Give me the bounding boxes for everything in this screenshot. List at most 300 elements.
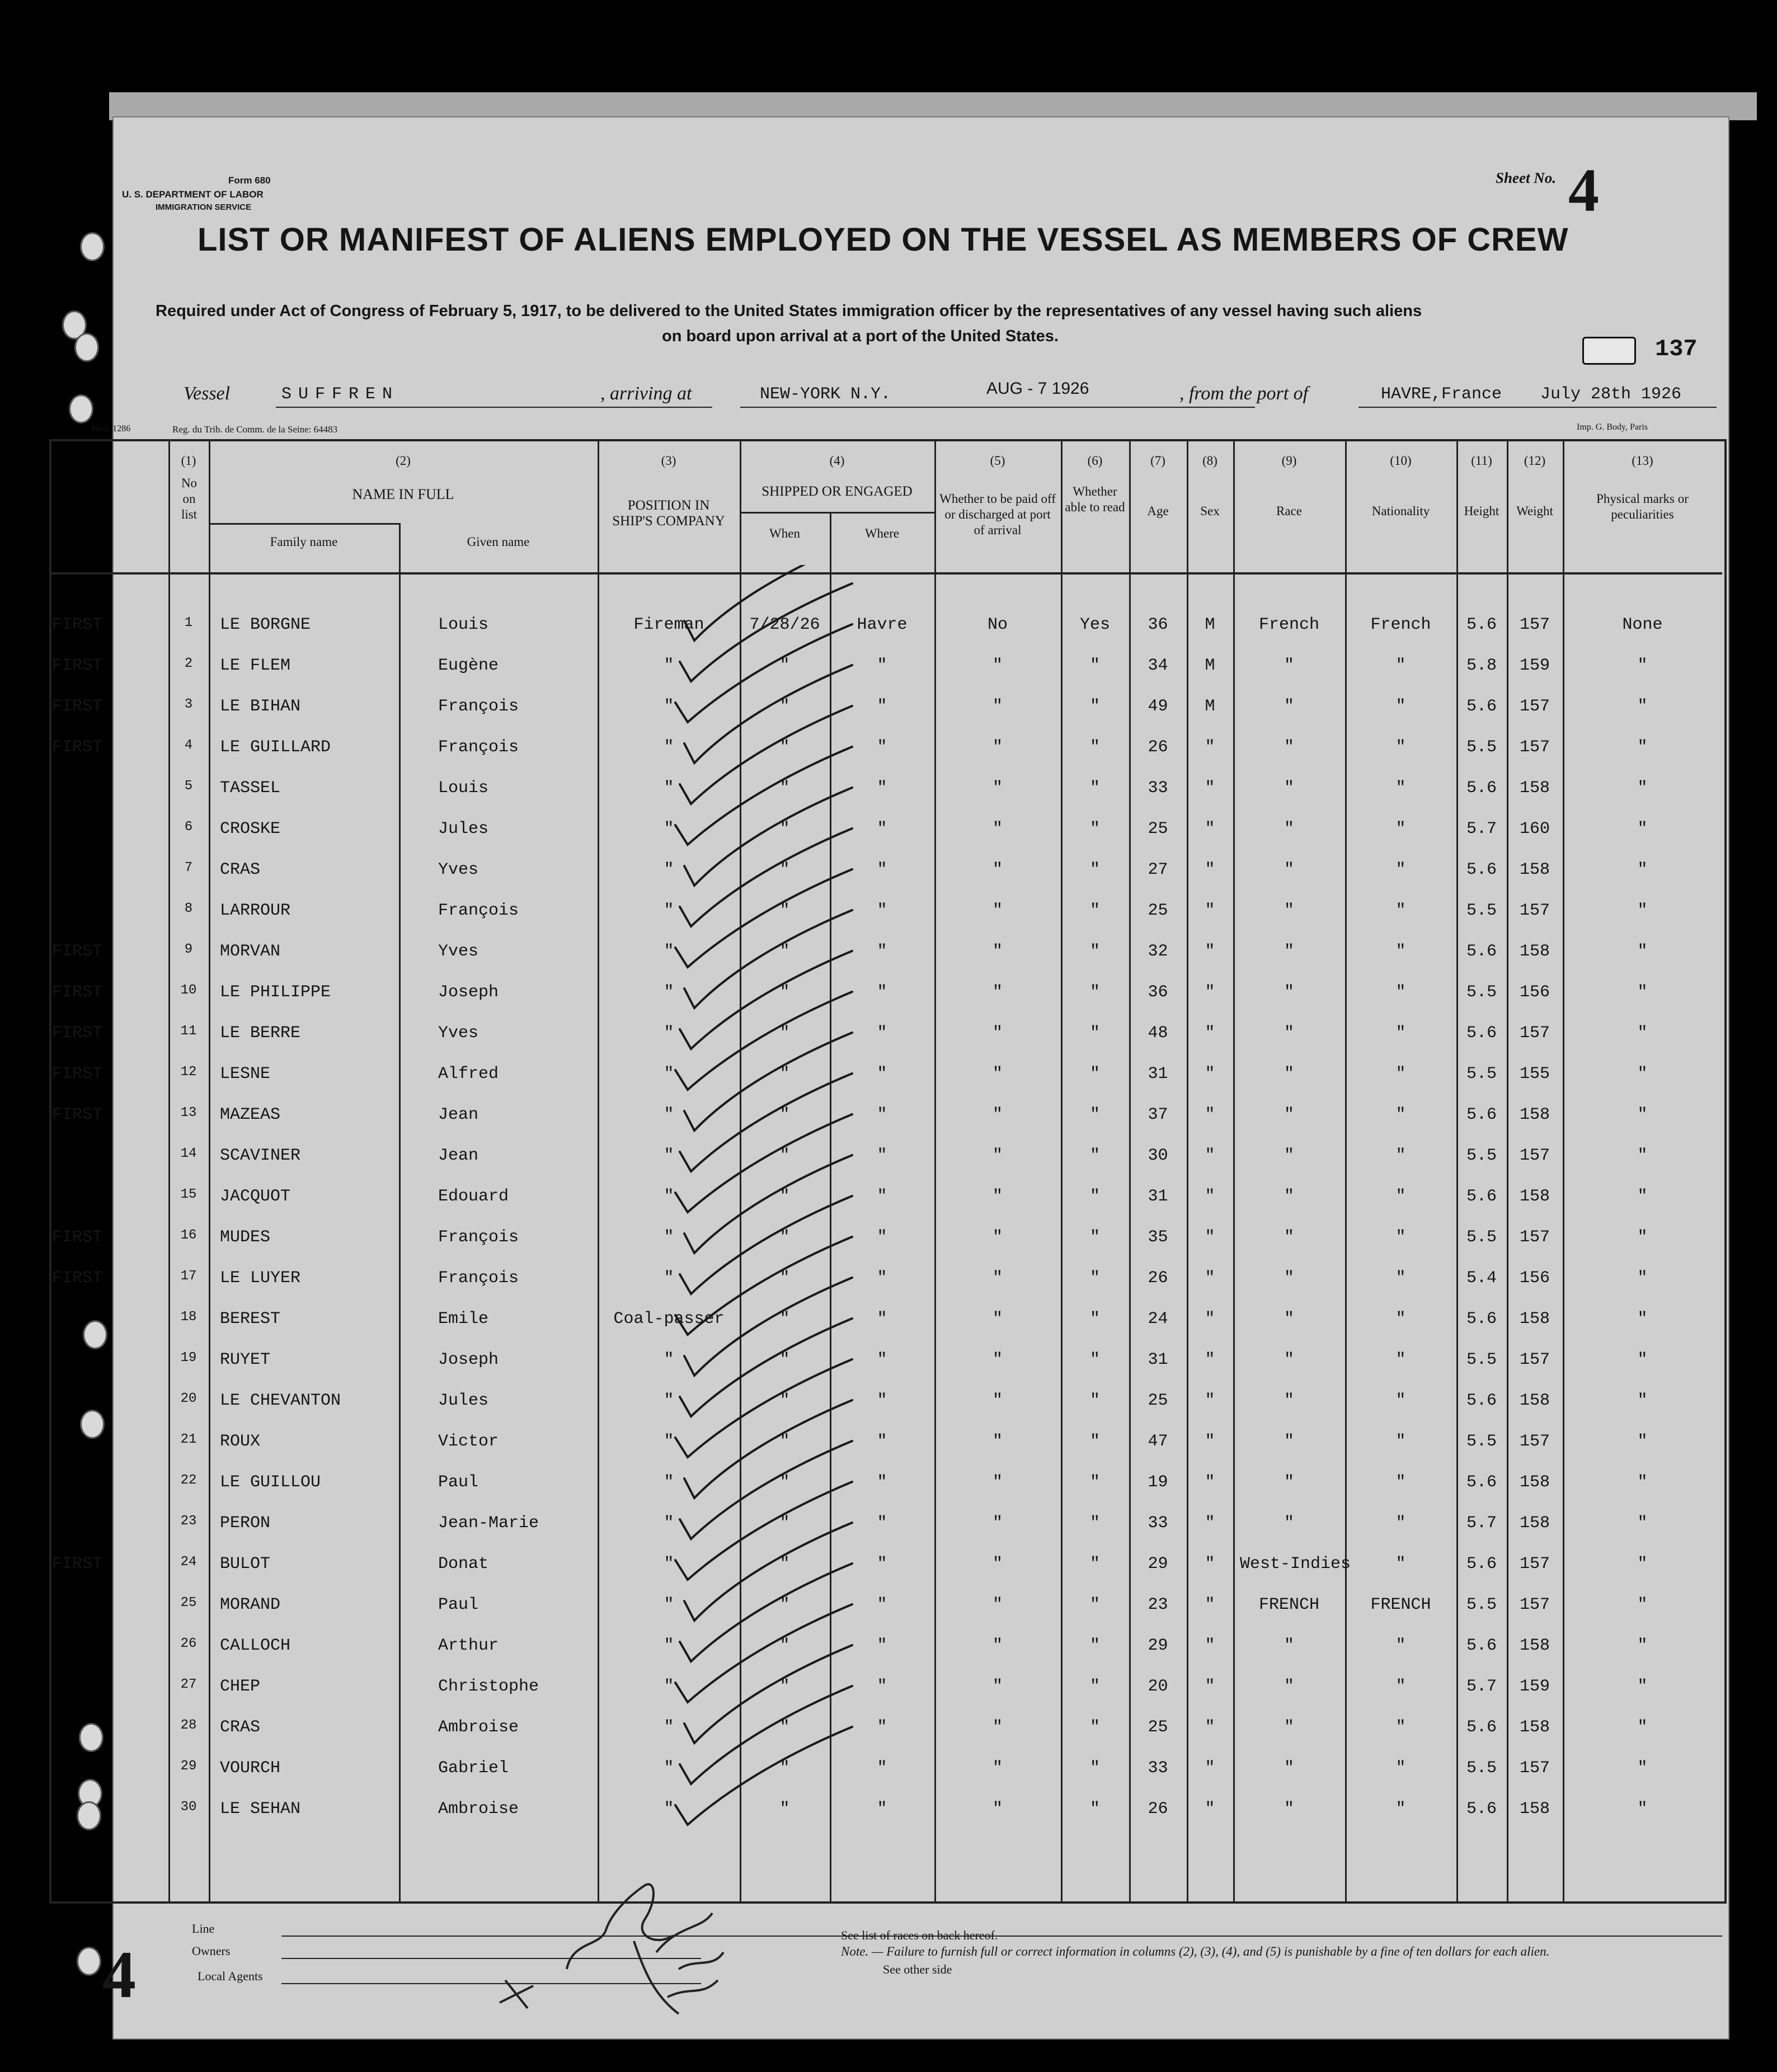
sex: " xyxy=(1205,1636,1215,1655)
age: 33 xyxy=(1148,779,1168,798)
paid-off: " xyxy=(992,1555,1003,1574)
row-number: 18 xyxy=(180,1310,197,1325)
family-name: BULOT xyxy=(220,1555,271,1574)
nationality: " xyxy=(1395,779,1406,798)
nationality: " xyxy=(1395,860,1406,879)
footer-sheet-number: 4 xyxy=(102,1937,136,2012)
position: " xyxy=(664,1636,674,1655)
race: French xyxy=(1258,615,1320,634)
nationality: " xyxy=(1395,1146,1406,1165)
sex: " xyxy=(1205,738,1215,757)
pen-check-marks xyxy=(561,565,908,1936)
able-to-read: " xyxy=(1089,1228,1100,1247)
paid-off: " xyxy=(992,1432,1003,1451)
sex: " xyxy=(1205,1024,1215,1043)
race: " xyxy=(1284,779,1294,798)
shipped-when: 7/28/26 xyxy=(749,615,820,634)
sex: M xyxy=(1205,615,1215,634)
row-number: 17 xyxy=(180,1269,197,1284)
physical-marks: " xyxy=(1637,1514,1648,1533)
age: 31 xyxy=(1148,1350,1168,1369)
age: 37 xyxy=(1148,1105,1168,1124)
nationality: " xyxy=(1395,1024,1406,1043)
height: 5.6 xyxy=(1466,1718,1497,1737)
sex: M xyxy=(1205,656,1215,675)
paid-off: " xyxy=(992,1310,1003,1329)
shipped-where: " xyxy=(877,1228,887,1247)
shipped-where: " xyxy=(877,942,887,961)
paid-off: " xyxy=(992,860,1003,879)
shipped-where: " xyxy=(877,820,887,839)
family-name: LE BIHAN xyxy=(220,697,301,716)
paid-off: " xyxy=(992,1105,1003,1124)
height: 5.7 xyxy=(1466,820,1497,839)
age: 32 xyxy=(1148,942,1168,961)
able-to-read: " xyxy=(1089,1800,1100,1819)
height: 5.5 xyxy=(1466,1065,1497,1084)
weight: 158 xyxy=(1519,1391,1550,1410)
given-name: Jean xyxy=(438,1105,479,1124)
position: " xyxy=(664,738,674,757)
physical-marks: " xyxy=(1637,1105,1648,1124)
form-subtitle-1: Required under Act of Congress of February 5, 1917, to be delivered to the United States immigration officer by the representatives of any vessel having such aliens xyxy=(156,302,1422,320)
penalty-note: Note. — Failure to furnish full or correct information in columns (2), (3), (4), and (5) is punishable by a fine of ten dollars for each alien. xyxy=(841,1944,1550,1958)
handwritten-signature xyxy=(365,1829,757,2031)
physical-marks: " xyxy=(1637,697,1648,716)
arrival-date-stamp: AUG - 7 1926 xyxy=(986,379,1089,398)
shipped-where: " xyxy=(877,1514,887,1533)
check-mark xyxy=(675,1114,852,1212)
position: " xyxy=(664,901,674,920)
departure-date: July 28th 1926 xyxy=(1540,385,1682,404)
row-number: 27 xyxy=(180,1677,197,1692)
height: 5.5 xyxy=(1466,1350,1497,1369)
height: 5.6 xyxy=(1466,1105,1497,1124)
weight: 158 xyxy=(1519,1310,1550,1329)
nationality: " xyxy=(1395,738,1406,757)
position: " xyxy=(664,820,674,839)
weight: 158 xyxy=(1519,779,1550,798)
shipped-when: " xyxy=(779,1718,790,1737)
race: " xyxy=(1284,1228,1294,1247)
first-mark: FIRST xyxy=(52,1269,103,1288)
able-to-read: " xyxy=(1089,1636,1100,1655)
arriving-label: , arriving at xyxy=(600,383,692,404)
race: " xyxy=(1284,1065,1294,1084)
age: 25 xyxy=(1148,1391,1168,1410)
race: " xyxy=(1284,1718,1294,1737)
race: " xyxy=(1284,1800,1294,1819)
paid-off: " xyxy=(992,1473,1003,1492)
shipped-when: " xyxy=(779,1024,790,1043)
race: " xyxy=(1284,1024,1294,1043)
col3-header: POSITION IN SHIP'S COMPANY xyxy=(612,498,725,529)
race: " xyxy=(1284,1432,1294,1451)
nationality: " xyxy=(1395,1432,1406,1451)
paid-off: " xyxy=(992,1677,1003,1696)
family-name: MUDES xyxy=(220,1228,271,1247)
family-name: LE BERRE xyxy=(220,1024,301,1043)
col2-header: NAME IN FULL xyxy=(352,486,454,502)
race: " xyxy=(1284,1146,1294,1165)
family-name: LE GUILLARD xyxy=(220,738,331,757)
nationality: " xyxy=(1395,1310,1406,1329)
given-name: Ambroise xyxy=(438,1718,519,1737)
form-title: LIST OR MANIFEST OF ALIENS EMPLOYED ON THE VESSEL AS MEMBERS OF CREW xyxy=(198,222,1569,258)
nationality: " xyxy=(1395,656,1406,675)
first-mark: FIRST xyxy=(52,615,103,634)
given-name: Paul xyxy=(438,1473,479,1492)
service-name: IMMIGRATION SERVICE xyxy=(156,203,252,212)
given-name: Yves xyxy=(438,860,479,879)
row-number: 28 xyxy=(180,1718,197,1733)
col2-number: (2) xyxy=(396,454,411,468)
physical-marks: None xyxy=(1622,615,1663,634)
family-name: JACQUOT xyxy=(220,1187,291,1206)
shipped-where: " xyxy=(877,860,887,879)
shipped-when: " xyxy=(779,942,790,961)
position: " xyxy=(664,1228,674,1247)
race: " xyxy=(1284,1350,1294,1369)
weight: 157 xyxy=(1519,1228,1550,1247)
sex: " xyxy=(1205,1759,1215,1778)
able-to-read: " xyxy=(1089,1432,1100,1451)
weight: 159 xyxy=(1519,656,1550,675)
row-number: 5 xyxy=(184,779,193,794)
position: " xyxy=(664,1146,674,1165)
form-number: Form 680 xyxy=(228,175,271,186)
check-mark xyxy=(675,1359,852,1457)
race: " xyxy=(1284,983,1294,1002)
able-to-read: " xyxy=(1089,1514,1100,1533)
given-name: Christophe xyxy=(438,1677,539,1696)
age: 47 xyxy=(1148,1432,1168,1451)
given-name: Yves xyxy=(438,1024,479,1043)
position: " xyxy=(664,1065,674,1084)
col6-number: (6) xyxy=(1087,454,1103,468)
sex: " xyxy=(1205,1269,1215,1288)
height: 5.8 xyxy=(1466,656,1497,675)
sex: " xyxy=(1205,1595,1215,1614)
printer-imprint: Imp. G. Body, Paris xyxy=(1577,422,1648,432)
stamp-number: 137 xyxy=(1655,336,1698,362)
family-name: LESNE xyxy=(220,1065,271,1084)
weight: 157 xyxy=(1519,1350,1550,1369)
row-number: 9 xyxy=(184,942,193,957)
given-name: Jean xyxy=(438,1146,479,1165)
age: 24 xyxy=(1148,1310,1168,1329)
height: 5.6 xyxy=(1466,615,1497,634)
row-number: 21 xyxy=(180,1432,197,1447)
sex: " xyxy=(1205,1228,1215,1247)
shipped-where: " xyxy=(877,656,887,675)
position: " xyxy=(664,697,674,716)
weight: 158 xyxy=(1519,1636,1550,1655)
age: 19 xyxy=(1148,1473,1168,1492)
nationality: " xyxy=(1395,1514,1406,1533)
paid-off: " xyxy=(992,983,1003,1002)
able-to-read: " xyxy=(1089,1350,1100,1369)
weight: 158 xyxy=(1519,1187,1550,1206)
col2-family-header: Family name xyxy=(270,535,338,549)
sex: " xyxy=(1205,1677,1215,1696)
col12-number: (12) xyxy=(1524,454,1546,468)
shipped-where: " xyxy=(877,1350,887,1369)
shipped-when: " xyxy=(779,1391,790,1410)
manifest-sheet xyxy=(52,117,1728,2038)
race: " xyxy=(1284,1310,1294,1329)
first-mark: FIRST xyxy=(52,1555,103,1574)
row-number: 26 xyxy=(180,1636,197,1651)
physical-marks: " xyxy=(1637,1636,1648,1655)
weight: 157 xyxy=(1519,1555,1550,1574)
age: 27 xyxy=(1148,860,1168,879)
family-name: LARROUR xyxy=(220,901,291,920)
nationality: " xyxy=(1395,1759,1406,1778)
given-name: Donat xyxy=(438,1555,489,1574)
physical-marks: " xyxy=(1637,1350,1648,1369)
nationality: " xyxy=(1395,820,1406,839)
physical-marks: " xyxy=(1637,1391,1648,1410)
height: 5.7 xyxy=(1466,1514,1497,1533)
sex: " xyxy=(1205,1146,1215,1165)
shipped-where: " xyxy=(877,697,887,716)
shipped-where: " xyxy=(877,779,887,798)
weight: 158 xyxy=(1519,860,1550,879)
age: 26 xyxy=(1148,1269,1168,1288)
shipped-where: " xyxy=(877,1555,887,1574)
paid-off: " xyxy=(992,820,1003,839)
height: 5.5 xyxy=(1466,1595,1497,1614)
given-name: Jules xyxy=(438,820,489,839)
weight: 158 xyxy=(1519,942,1550,961)
col10-header: Nationality xyxy=(1371,504,1430,518)
able-to-read: Yes xyxy=(1079,615,1110,634)
shipped-when: " xyxy=(779,1105,790,1124)
sex: " xyxy=(1205,1105,1215,1124)
col13-header: Physical marks or peculiarities xyxy=(1596,492,1689,521)
family-name: SCAVINER xyxy=(220,1146,301,1165)
shipped-where: " xyxy=(877,1595,887,1614)
shipped-when: " xyxy=(779,1473,790,1492)
physical-marks: " xyxy=(1637,1024,1648,1043)
sex: " xyxy=(1205,860,1215,879)
nationality: " xyxy=(1395,697,1406,716)
sex: " xyxy=(1205,1718,1215,1737)
next-sheet-edge xyxy=(109,92,1757,120)
check-mark xyxy=(675,1237,852,1335)
sex: " xyxy=(1205,820,1215,839)
position: " xyxy=(664,1595,674,1614)
able-to-read: " xyxy=(1089,901,1100,920)
mod-number: Mod. 1286 xyxy=(91,424,131,434)
col4-header: SHIPPED OR ENGAGED xyxy=(761,484,913,499)
family-name: CROSKE xyxy=(220,820,281,839)
check-mark xyxy=(675,1482,852,1580)
arrival-port: NEW-YORK N.Y. xyxy=(760,385,891,404)
age: 48 xyxy=(1148,1024,1168,1043)
col7-number: (7) xyxy=(1150,454,1165,468)
check-mark xyxy=(675,1604,852,1702)
able-to-read: " xyxy=(1089,1187,1100,1206)
shipped-where: " xyxy=(877,1391,887,1410)
height: 5.6 xyxy=(1466,779,1497,798)
shipped-when: " xyxy=(779,1187,790,1206)
given-name: François xyxy=(438,1269,519,1288)
sex: " xyxy=(1205,1350,1215,1369)
height: 5.6 xyxy=(1466,942,1497,961)
shipped-when: " xyxy=(779,1310,790,1329)
sex: " xyxy=(1205,901,1215,920)
family-name: ROUX xyxy=(220,1432,261,1451)
row-number: 15 xyxy=(180,1187,197,1202)
weight: 157 xyxy=(1519,615,1550,634)
sex: " xyxy=(1205,1514,1215,1533)
first-mark: FIRST xyxy=(52,942,103,961)
first-mark: FIRST xyxy=(52,983,103,1002)
from-port: HAVRE,France xyxy=(1381,385,1502,404)
family-name: CRAS xyxy=(220,860,261,879)
first-mark: FIRST xyxy=(52,738,103,757)
col11-number: (11) xyxy=(1471,454,1492,468)
race: " xyxy=(1284,860,1294,879)
shipped-when: " xyxy=(779,1514,790,1533)
given-name: Yves xyxy=(438,942,479,961)
weight: 155 xyxy=(1519,1065,1550,1084)
check-mark xyxy=(675,869,852,967)
family-name: LE PHILIPPE xyxy=(220,983,331,1002)
physical-marks: " xyxy=(1637,1432,1648,1451)
paid-off: " xyxy=(992,1228,1003,1247)
height: 5.6 xyxy=(1466,1636,1497,1655)
race: " xyxy=(1284,697,1294,716)
position: " xyxy=(664,1514,674,1533)
shipped-when: " xyxy=(779,1065,790,1084)
given-name: Ambroise xyxy=(438,1800,519,1819)
weight: 157 xyxy=(1519,697,1550,716)
position: " xyxy=(664,1024,674,1043)
physical-marks: " xyxy=(1637,942,1648,961)
position: " xyxy=(664,1759,674,1778)
local-agents-label: Local Agents xyxy=(198,1969,263,1983)
race: " xyxy=(1284,901,1294,920)
physical-marks: " xyxy=(1637,1759,1648,1778)
col10-number: (10) xyxy=(1390,454,1412,468)
age: 30 xyxy=(1148,1146,1168,1165)
department-name: U. S. DEPARTMENT OF LABOR xyxy=(122,189,264,200)
physical-marks: " xyxy=(1637,1555,1648,1574)
shipped-where: " xyxy=(877,1187,887,1206)
height: 5.5 xyxy=(1466,1228,1497,1247)
check-mark xyxy=(675,1727,852,1825)
height: 5.6 xyxy=(1466,1473,1497,1492)
physical-marks: " xyxy=(1637,1473,1648,1492)
nationality: " xyxy=(1395,1065,1406,1084)
shipped-when: " xyxy=(779,1146,790,1165)
shipped-when: " xyxy=(779,1269,790,1288)
row-number: 7 xyxy=(184,860,193,875)
row-number: 3 xyxy=(184,697,193,712)
age: 34 xyxy=(1148,656,1168,675)
race: FRENCH xyxy=(1258,1595,1320,1614)
position: " xyxy=(664,779,674,798)
binder-hole xyxy=(69,394,93,423)
shipped-when: " xyxy=(779,1759,790,1778)
given-name: Louis xyxy=(438,779,489,798)
sex: " xyxy=(1205,1391,1215,1410)
age: 35 xyxy=(1148,1228,1168,1247)
position: " xyxy=(664,1432,674,1451)
nationality: " xyxy=(1395,901,1406,920)
family-name: LE BORGNE xyxy=(220,615,311,634)
paid-off: " xyxy=(992,1514,1003,1533)
paid-off: " xyxy=(992,1718,1003,1737)
shipped-where: " xyxy=(877,738,887,757)
col3-number: (3) xyxy=(661,454,676,468)
nationality: French xyxy=(1370,615,1431,634)
see-other-side: See other side xyxy=(883,1962,952,1976)
position: " xyxy=(664,1105,674,1124)
shipped-when: " xyxy=(779,738,790,757)
paid-off: " xyxy=(992,1024,1003,1043)
physical-marks: " xyxy=(1637,1146,1648,1165)
weight: 157 xyxy=(1519,738,1550,757)
height: 5.6 xyxy=(1466,1310,1497,1329)
age: 29 xyxy=(1148,1555,1168,1574)
race: " xyxy=(1284,1677,1294,1696)
race: " xyxy=(1284,1269,1294,1288)
shipped-where: " xyxy=(877,1105,887,1124)
paid-off: No xyxy=(987,615,1008,634)
weight: 159 xyxy=(1519,1677,1550,1696)
weight: 158 xyxy=(1519,1718,1550,1737)
able-to-read: " xyxy=(1089,1105,1100,1124)
nationality: " xyxy=(1395,1718,1406,1737)
paid-off: " xyxy=(992,1800,1003,1819)
shipped-when: " xyxy=(779,820,790,839)
race: " xyxy=(1284,656,1294,675)
row-number: 1 xyxy=(184,615,193,630)
col13-number: (13) xyxy=(1632,454,1653,468)
paid-off: " xyxy=(992,942,1003,961)
physical-marks: " xyxy=(1637,860,1648,879)
nationality: " xyxy=(1395,1473,1406,1492)
shipped-when: " xyxy=(779,656,790,675)
nationality: " xyxy=(1395,1800,1406,1819)
sex: " xyxy=(1205,983,1215,1002)
paid-off: " xyxy=(992,738,1003,757)
shipped-where: " xyxy=(877,983,887,1002)
position: " xyxy=(664,1800,674,1819)
col2-given-header: Given name xyxy=(467,535,530,549)
paid-off: " xyxy=(992,697,1003,716)
col5-number: (5) xyxy=(990,454,1005,468)
shipped-where: " xyxy=(877,1310,887,1329)
age: 25 xyxy=(1148,901,1168,920)
given-name: Eugène xyxy=(438,656,499,675)
height: 5.6 xyxy=(1466,1800,1497,1819)
shipped-where: " xyxy=(877,1065,887,1084)
able-to-read: " xyxy=(1089,1146,1100,1165)
physical-marks: " xyxy=(1637,901,1648,920)
col8-header: Sex xyxy=(1200,504,1220,518)
position: " xyxy=(664,1269,674,1288)
race: West-Indies xyxy=(1240,1555,1351,1574)
nationality: " xyxy=(1395,1350,1406,1369)
age: 25 xyxy=(1148,820,1168,839)
age: 36 xyxy=(1148,615,1168,634)
line-label: Line xyxy=(192,1922,215,1936)
